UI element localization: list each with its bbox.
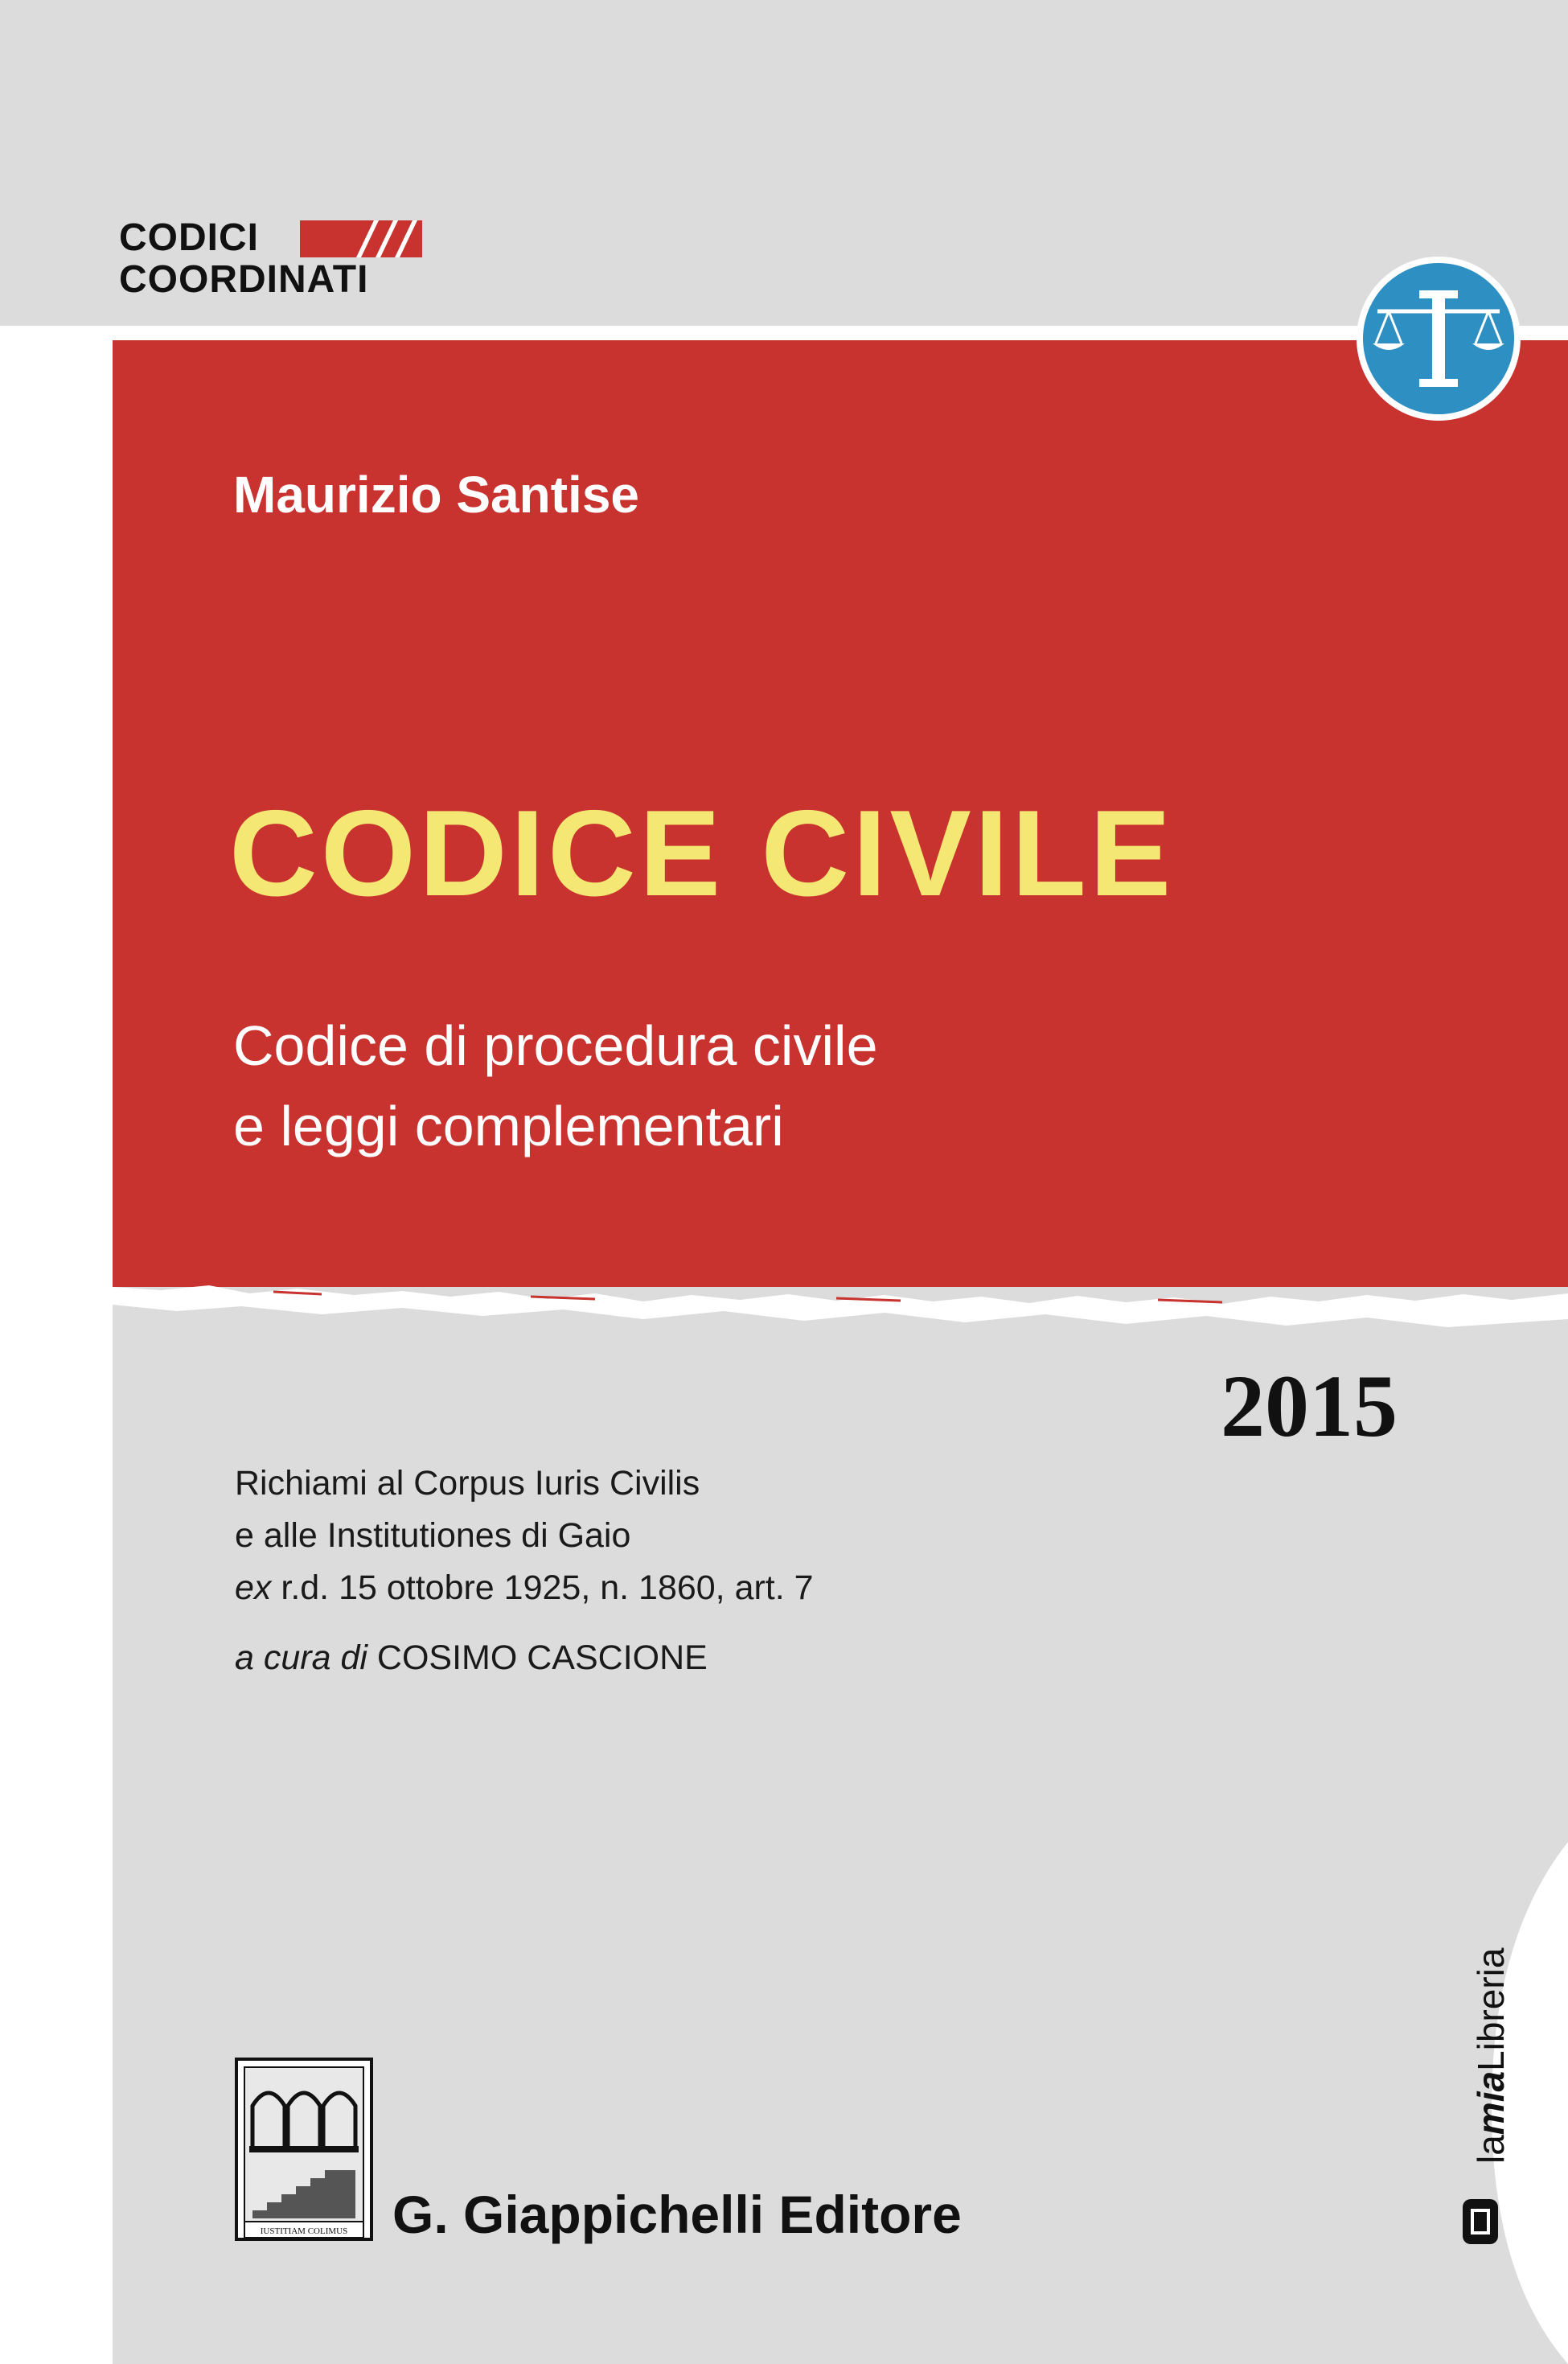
subtitle-line1: Codice di procedura civile [233,1014,878,1077]
curatorship-prefix: a cura di [235,1638,367,1677]
note-line3 [235,1568,814,1607]
publisher-name: G. Giappichelli Editore [392,2185,962,2244]
note-line3-rest: r.d. 15 ottobre 1925, n. 1860, art. 7 [271,1568,814,1607]
note-line3-prefix: ex [235,1568,272,1607]
edition-year: 2015 [1221,1357,1398,1455]
author-name: Maurizio Santise [233,466,639,524]
series-logo [119,216,425,304]
series-name-line2: COORDINATI [119,258,369,301]
series-name-line1: CODICI [119,216,259,259]
publisher-logo-motto: IUSTITIAM COLIMUS [260,2226,348,2236]
libreria-label-part2: mia [1470,2070,1512,2136]
book-title: CODICE CIVILE [229,785,1175,922]
libreria-label [1469,1948,1513,2165]
subtitle-line2: e leggi complementari [233,1095,784,1157]
series-stripes-icon [300,220,422,257]
torn-edge [113,1255,1568,1343]
scales-of-justice-icon [1353,253,1524,424]
libreria-label-part3: Libreria [1470,1947,1512,2071]
book-icon [1459,2196,1501,2247]
curatorship [235,1638,708,1677]
curator-name: COSIMO CASCIONE [376,1638,708,1677]
libreria-label-part1: la [1470,2135,1512,2164]
publisher-logo-icon [235,2058,373,2241]
note-line1: Richiami al Corpus Iuris Civilis [235,1464,700,1503]
note-line2: e alle Institutiones di Gaio [235,1516,631,1555]
libreria-badge [1459,1842,1568,2364]
